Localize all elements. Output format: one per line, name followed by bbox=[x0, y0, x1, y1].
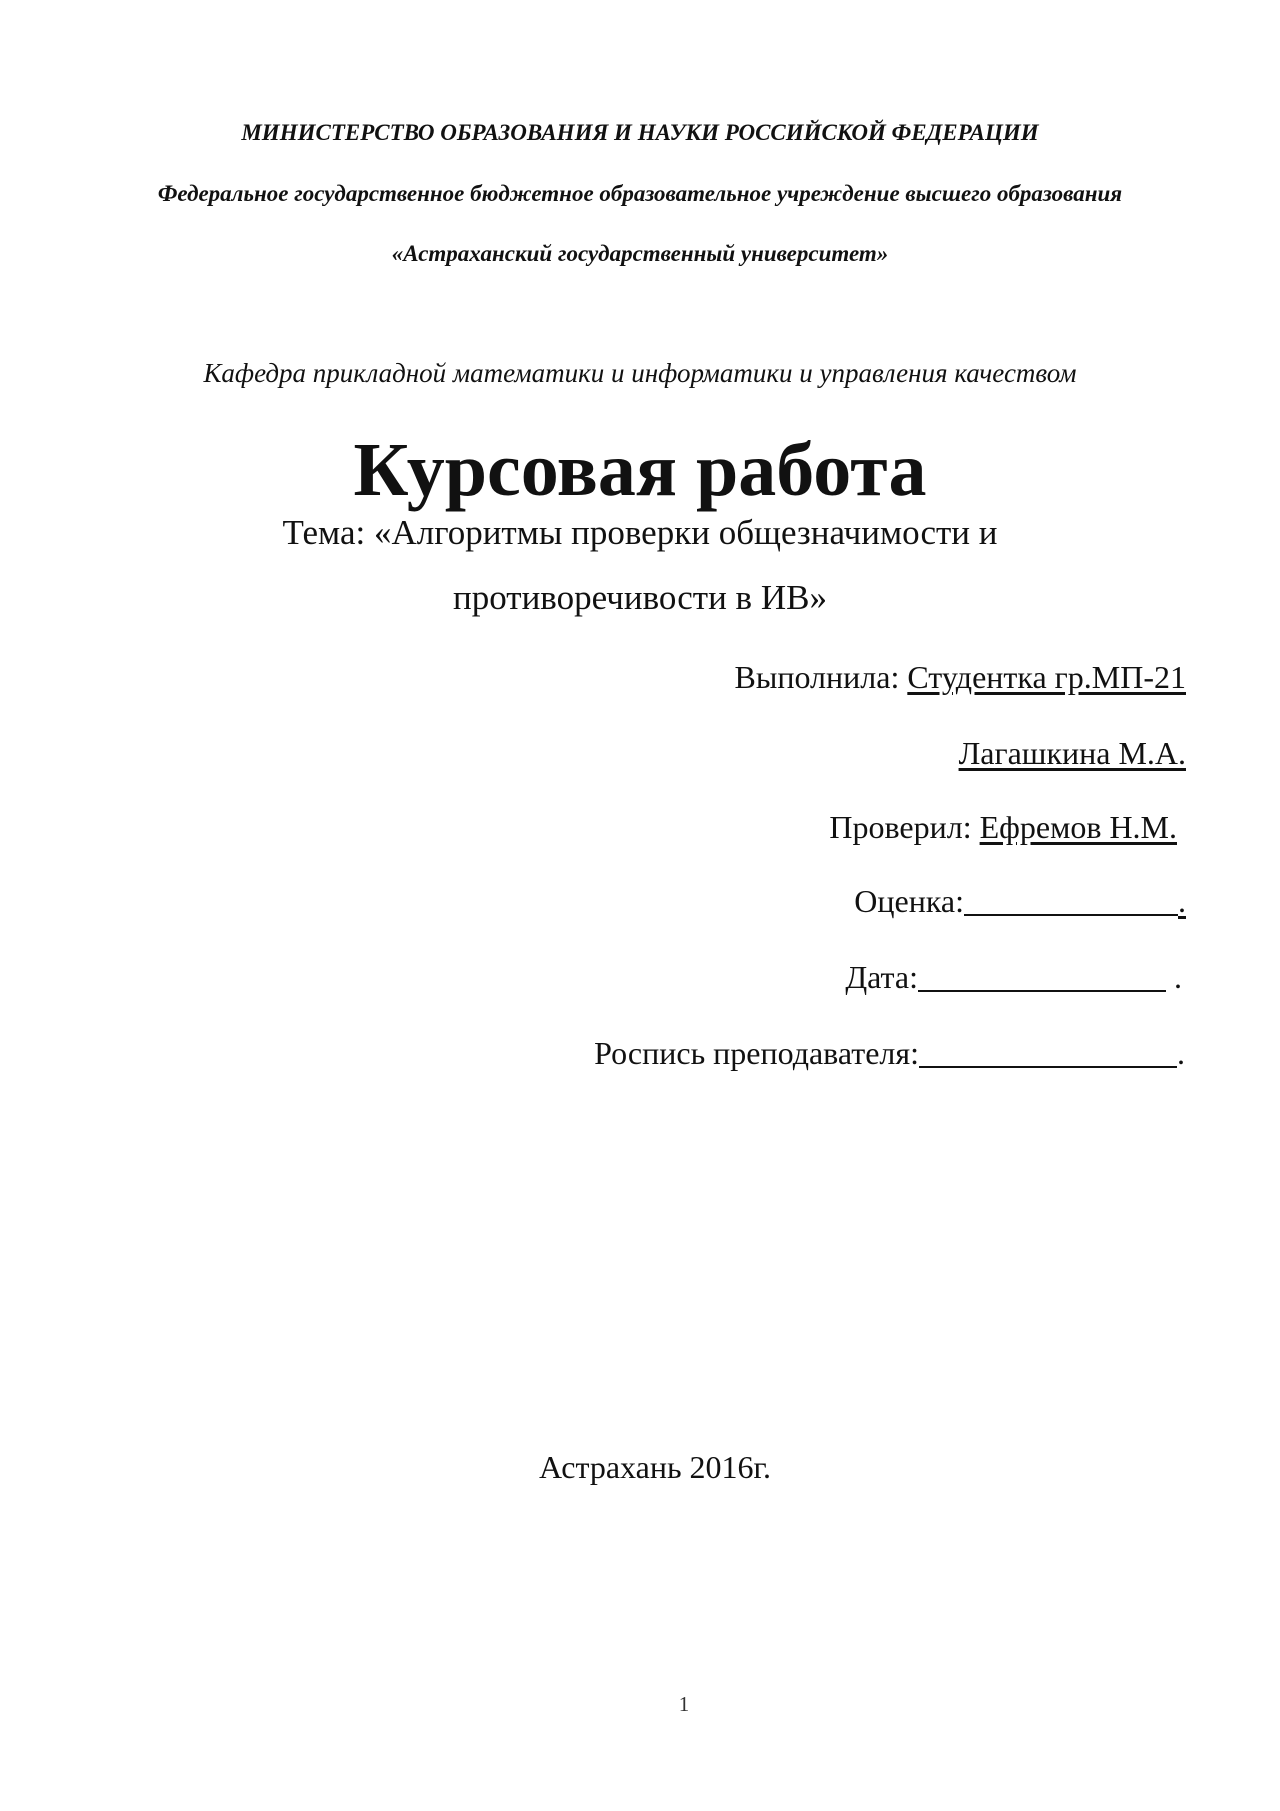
grade-label: Оценка: bbox=[854, 883, 964, 919]
grade-end: . bbox=[1178, 883, 1186, 919]
student-name-row bbox=[959, 735, 1186, 772]
checked-by-label: Проверил: bbox=[829, 809, 980, 845]
signature-end: . bbox=[1177, 1035, 1185, 1071]
checked-by-row bbox=[829, 809, 1177, 846]
signature-label: Роспись преподавателя: bbox=[594, 1035, 919, 1071]
grade-row bbox=[854, 883, 1186, 920]
topic-line-2: противоречивости в ИВ» bbox=[453, 578, 827, 617]
performed-by-label: Выполнила: bbox=[734, 659, 908, 695]
institution-type: Федеральное государственное бюджетное образовательное учреждение высшего образования bbox=[157, 181, 1123, 206]
student-group: Студентка гр.МП-21 bbox=[907, 659, 1186, 695]
page-number: 1 bbox=[678, 1692, 690, 1716]
date-end: . bbox=[1166, 959, 1182, 995]
grade-blank-line bbox=[964, 884, 1178, 916]
city-year: Астрахань 2016г. bbox=[538, 1449, 772, 1485]
teacher-name: Ефремов Н.М. bbox=[979, 809, 1177, 845]
ministry-header: МИНИСТЕРСТВО ОБРАЗОВАНИЯ И НАУКИ РОССИЙСКОЙ ФЕДЕРАЦИИ bbox=[241, 120, 1039, 145]
performed-by-row bbox=[735, 659, 1187, 696]
student-name: Лагашкина М.А. bbox=[958, 735, 1186, 771]
date-label: Дата: bbox=[845, 959, 918, 995]
university-name: «Астраханский государственный университет» bbox=[391, 241, 889, 266]
document-title: Курсовая работа bbox=[353, 428, 927, 512]
topic-line-1: Тема: «Алгоритмы проверки общезначимости и bbox=[282, 513, 998, 552]
date-blank-line bbox=[918, 960, 1166, 992]
signature-row bbox=[594, 1035, 1185, 1072]
department-name: Кафедра прикладной математики и информатики и управления качеством bbox=[203, 358, 1077, 388]
signature-blank-line bbox=[919, 1036, 1177, 1068]
date-row bbox=[845, 959, 1182, 996]
